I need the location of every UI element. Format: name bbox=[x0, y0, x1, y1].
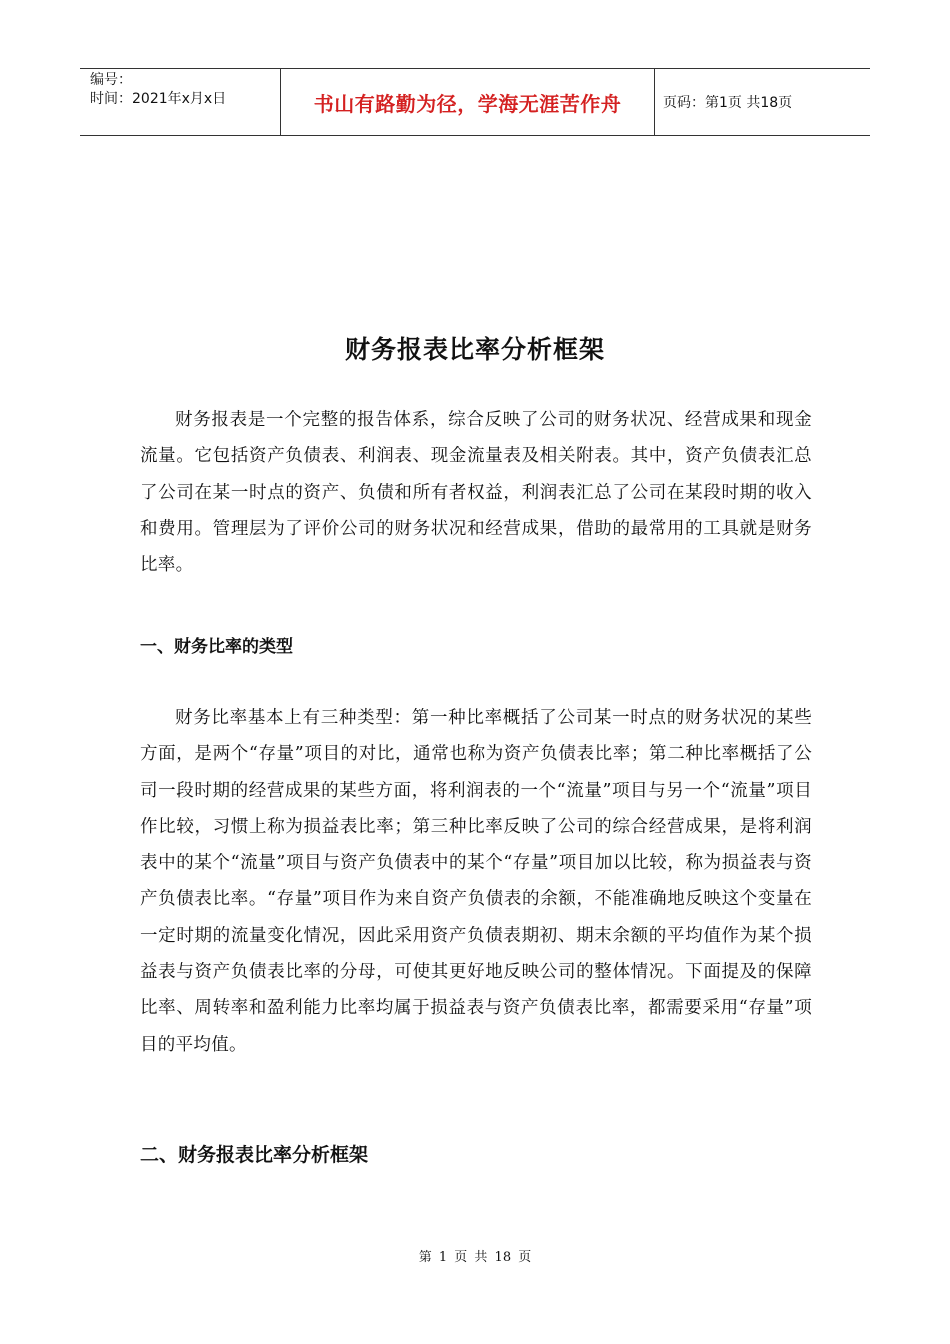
date-label: 时间：2021年x月x日 bbox=[90, 91, 227, 107]
ratio-types-paragraph: 财务比率基本上有三种类型：第一种比率概括了公司某一时点的财务状况的某些方面，是两个“存量”项目的对比，通常也称为资产负债表比率；第二种比率概括了公司一段时期的经营成果的某些方面，将利润表的一个“流量”项目与另一个“流量”项目作比较，习惯上称为损益表比率；第三种比率反映了公司的综合经营成果，是将利润表中的某个“流量”项目与资产负债表中的某个“存量”项目加以比较，称为损益表与资产负债表比率。“存量”项目作为来自资产负债表的余额，不能准确地反映这个变量在一定时期的流量变化情况，因此采用资产负债表期初、期末余额的平均值作为某个损益表与资产负债表比率的分母，可使其更好地反映公司的整体情况。下面提及的保障比率、周转率和盈利能力比率均属于损益表与资产负债表比率，都需要采用“存量”项目的平均值。 bbox=[140, 708, 812, 1055]
serial-number-label: 编号： bbox=[90, 72, 132, 88]
header-page-info: 页码：第1页 共18页 bbox=[663, 95, 793, 111]
header-motto: 书山有路勤为径，学海无涯苦作舟 bbox=[280, 69, 655, 135]
page-footer: 第 1 页 共 18 页 bbox=[418, 1250, 532, 1265]
intro-paragraph: 财务报表是一个完整的报告体系，综合反映了公司的财务状况、经营成果和现金流量。它包括资产负债表、利润表、现金流量表及相关附表。其中，资产负债表汇总了公司在某一时点的资产、负债和所有者权益，利润表汇总了公司在某段时期的收入和费用。管理层为了评价公司的财务状况和经营成果，借助的最常用的工具就是财务比率。 bbox=[140, 410, 812, 576]
section-heading-analysis-framework: 二、财务报表比率分析框架 bbox=[140, 1144, 369, 1166]
page-header bbox=[80, 68, 870, 136]
header-meta bbox=[80, 69, 280, 135]
section-heading-ratio-types: 一、财务比率的类型 bbox=[140, 637, 293, 657]
document-title: 财务报表比率分析框架 bbox=[344, 335, 605, 364]
